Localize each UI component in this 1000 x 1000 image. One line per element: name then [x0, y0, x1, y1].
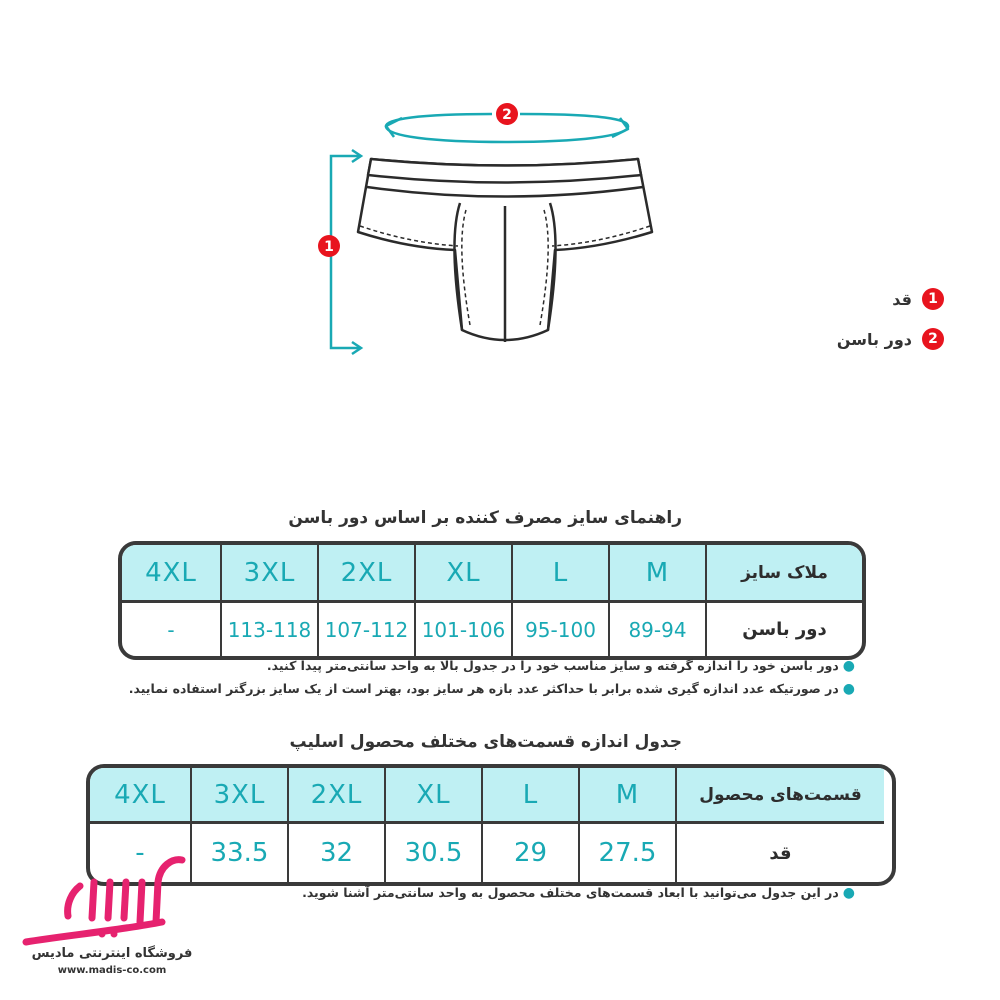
hip-value-xl: 101-106: [416, 603, 513, 656]
product-parts-header: قسمت‌های محصول: [677, 768, 884, 824]
table2-title: جدول اندازه قسمت‌های مختلف محصول اسلیپ: [289, 732, 682, 752]
hip-value-l: 95-100: [513, 603, 610, 656]
bullet-icon: ●: [842, 658, 855, 674]
note-1: ●دور باسن خود را اندازه گرفته و سایز مناسب خود را در جدول بالا به واحد سانتی‌متر پیدا کنید.: [266, 658, 855, 674]
hip-value-4xl: -: [122, 603, 222, 656]
madis-logo: [22, 852, 202, 952]
brief-measurement-diagram: [0, 0, 1000, 420]
length-value-l: 29: [483, 824, 580, 882]
bullet-icon: ●: [842, 681, 855, 697]
note-2: ●در صورتیکه عدد اندازه گیری شده برابر با حداکثر عدد بازه هر سایز بود، بهتر است از یک سایز بزرگتر استفاده نمایید.: [128, 681, 855, 697]
marker-height-number: 1: [324, 239, 334, 255]
size-header-m: M: [610, 545, 707, 603]
legend-item-waist: [837, 328, 944, 350]
store-name: فروشگاه اینترنتی مادیس: [31, 946, 193, 961]
length-value-m: 27.5: [580, 824, 677, 882]
consumer-size-table: [118, 541, 866, 660]
bullet-icon: ●: [842, 885, 855, 901]
size-header-2xl: 2XL: [319, 545, 416, 603]
hip-value-2xl: 107-112: [319, 603, 416, 656]
size-header-4xl: 4XL: [122, 545, 222, 603]
size-header-xl: XL: [416, 545, 513, 603]
size-header-3xl: 3XL: [192, 768, 289, 824]
marker-height: [318, 235, 340, 257]
marker-waist: [496, 103, 518, 125]
length-value-3xl: 33.5: [192, 824, 289, 882]
legend-label: قد: [892, 289, 912, 309]
legend-number: 2: [922, 328, 944, 350]
marker-waist-number: 2: [502, 107, 512, 123]
size-header-xl: XL: [386, 768, 483, 824]
hip-value-3xl: 113-118: [222, 603, 319, 656]
store-url[interactable]: www.madis-co.com: [57, 965, 167, 976]
length-value-4xl: -: [90, 824, 192, 882]
size-header-l: L: [483, 768, 580, 824]
length-row-label: قد: [769, 842, 792, 864]
size-criterion-header: ملاک سایز: [707, 545, 862, 603]
note-3: ●در این جدول می‌توانید با ابعاد قسمت‌های مختلف محصول به واحد سانتی‌متر آشنا شوید.: [302, 885, 855, 901]
table1-title: راهنمای سایز مصرف کننده بر اساس دور باسن: [288, 508, 682, 528]
product-dimensions-table: [86, 764, 896, 886]
length-value-2xl: 32: [289, 824, 386, 882]
size-header-2xl: 2XL: [289, 768, 386, 824]
size-header-m: M: [580, 768, 677, 824]
legend-number: 1: [922, 288, 944, 310]
size-header-3xl: 3XL: [222, 545, 319, 603]
brief-icon: [358, 159, 652, 342]
hip-value-m: 89-94: [610, 603, 707, 656]
legend-item-height: [892, 288, 944, 310]
hip-row-label: دور باسن: [742, 619, 827, 640]
legend-label: دور باسن: [836, 329, 912, 349]
length-value-xl: 30.5: [386, 824, 483, 882]
size-header-4xl: 4XL: [90, 768, 192, 824]
size-header-l: L: [513, 545, 610, 603]
